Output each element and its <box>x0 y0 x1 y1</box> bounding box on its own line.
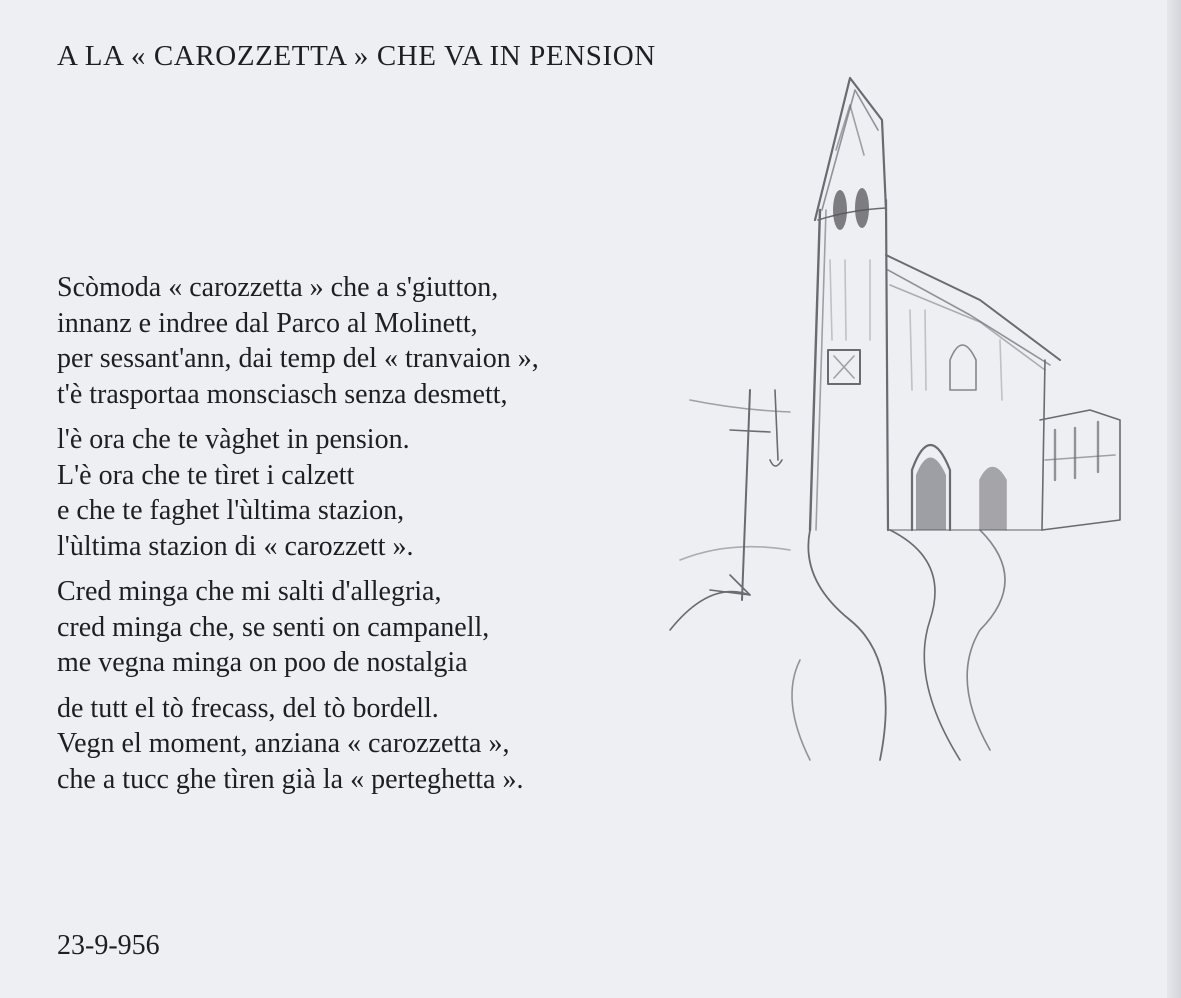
verse-line: Vegn el moment, anziana « carozzetta », <box>57 728 510 759</box>
poem-title: A LA « CAROZZETTA » CHE VA IN PENSION <box>57 40 656 72</box>
verse-line: cred minga che, se senti on campanell, <box>57 611 490 643</box>
stanza-2 <box>57 422 539 564</box>
verse-line: l'è ora che te vàghet in pension. <box>57 424 410 455</box>
verse-line: L'è ora che te tìret i calzett <box>57 459 355 491</box>
verse-line: de tutt el tò frecass, del tò bordell. <box>57 692 439 724</box>
verse-line: l'ùltima stazion di « carozzett ». <box>57 530 414 562</box>
verse-line: t'è trasportaa monsciasch senza desmett, <box>57 378 508 410</box>
stanza-3 <box>57 574 539 681</box>
poem-body <box>57 270 539 807</box>
verse-line: innanz e indree dal Parco al Molinett, <box>57 307 478 339</box>
stanza-1 <box>57 270 539 412</box>
verse-line: che a tucc ghe tìren già la « perteghetta ». <box>57 763 524 795</box>
verse-line: e che te faghet l'ùltima stazion, <box>57 495 405 526</box>
verse-line: me vegna minga on poo de nostalgia <box>57 647 468 678</box>
stanza-4 <box>57 691 539 798</box>
page-edge <box>1167 0 1181 998</box>
verse-line: Scòmoda « carozzetta » che a s'giutton, <box>57 272 499 303</box>
church-sketch-illustration <box>650 60 1130 780</box>
poem-date: 23-9-956 <box>57 930 160 961</box>
verse-line: per sessant'ann, dai temp del « tranvaion », <box>57 343 539 374</box>
verse-line: Cred minga che mi salti d'allegria, <box>57 576 442 607</box>
